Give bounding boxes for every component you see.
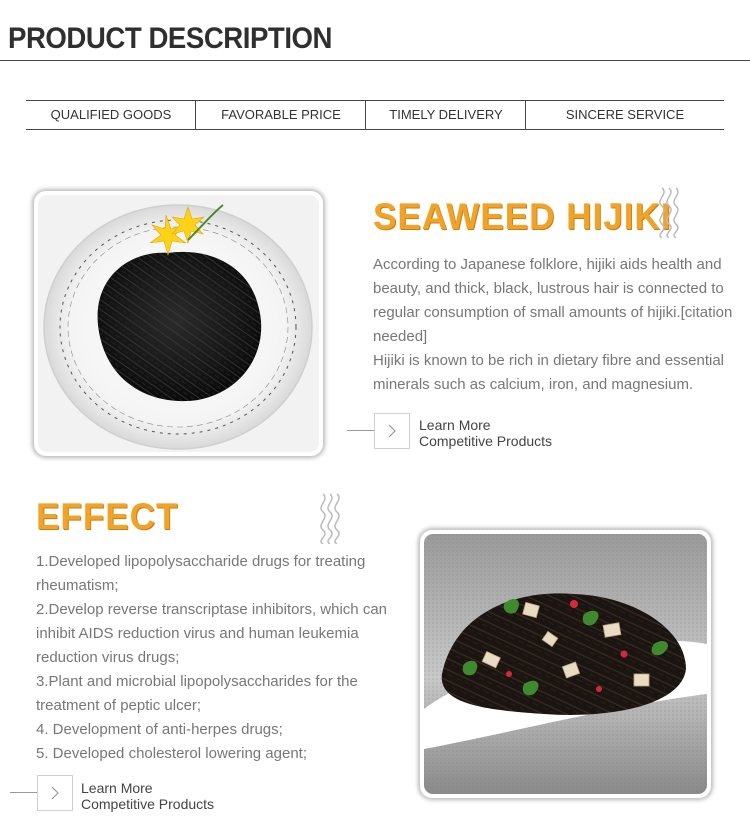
wave-ornament-icon <box>318 492 342 544</box>
dish-photo-frame <box>420 530 711 798</box>
hijiki-salad-photo <box>424 534 707 794</box>
competitive-products-label: Competitive Products <box>419 433 553 449</box>
arrow-right-icon <box>38 776 72 810</box>
hijiki-salad-image <box>424 534 707 794</box>
product-title: SEAWEED HIJIKI <box>373 196 672 237</box>
product-paragraph-1: According to Japanese folklore, hijiki aids health and beauty, and thick, black, lustrous hair is connected to regular consumption of small amounts of hijiki.[citation needed] <box>373 256 733 345</box>
effect-item-5: 5. Developed cholesterol lowering agent; <box>36 745 308 762</box>
learn-more-line <box>347 430 377 431</box>
effect-list <box>36 550 396 766</box>
effect-title: EFFECT <box>36 496 179 537</box>
effect-item-4: 4. Development of anti-herpes drugs; <box>36 721 283 738</box>
page-title: PRODUCT DESCRIPTION <box>8 22 333 55</box>
learn-more-arrow-button[interactable] <box>374 413 410 449</box>
feature-sincere-service: SINCERE SERVICE <box>565 107 685 122</box>
learn-more-link[interactable] <box>81 780 214 812</box>
product-description <box>373 253 733 397</box>
feature-favorable-price: FAVORABLE PRICE <box>196 101 366 129</box>
feature-timely-delivery: TIMELY DELIVERY <box>366 101 526 129</box>
feature-qualified-goods: QUALIFIED GOODS <box>26 101 196 129</box>
title-divider <box>0 60 750 61</box>
wave-ornament-icon <box>657 186 681 238</box>
product-paragraph-2: Hijiki is known to be rich in dietary fibre and essential minerals such as calcium, iron, and magnesium. <box>373 352 724 393</box>
product-photo-frame <box>34 191 323 456</box>
hijiki-plate-image <box>38 195 319 452</box>
hijiki-plate-photo <box>38 195 319 452</box>
arrow-right-icon <box>375 414 409 448</box>
learn-more-line <box>10 792 40 793</box>
effect-item-2: 2.Develop reverse transcriptase inhibitors, which can inhibit AIDS reduction virus and human leukemia reduction virus drugs; <box>36 601 387 666</box>
feature-bar <box>26 100 724 130</box>
effect-item-1: 1.Developed lipopolysaccharide drugs for treating rheumatism; <box>36 553 366 594</box>
competitive-products-label: Competitive Products <box>81 796 215 812</box>
learn-more-arrow-button[interactable] <box>37 775 73 811</box>
learn-more-label: Learn More <box>81 780 153 796</box>
effect-item-3: 3.Plant and microbial lipopolysaccharides for the treatment of peptic ulcer; <box>36 673 358 714</box>
learn-more-link[interactable] <box>419 417 552 449</box>
learn-more-label: Learn More <box>419 417 491 433</box>
